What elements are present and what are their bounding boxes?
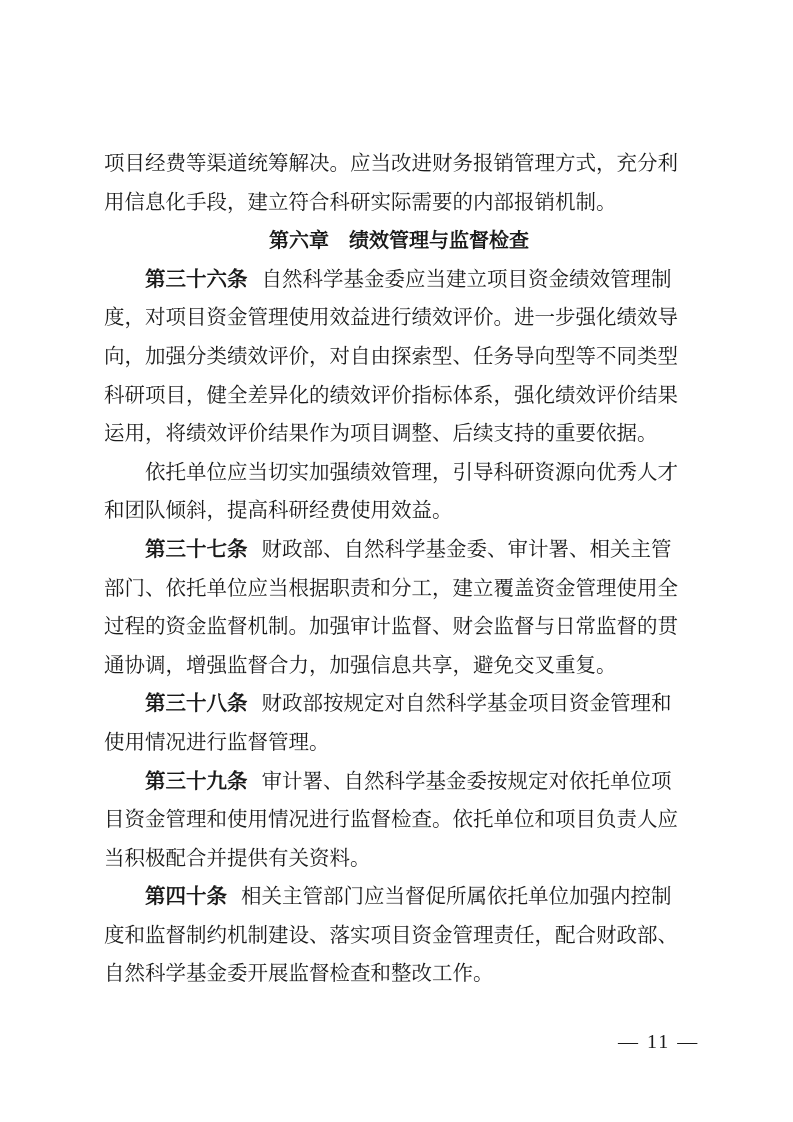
text-line: 依托单位应当切实加强绩效管理，引导科研资源向优秀人才 xyxy=(104,459,678,484)
text-line: 用信息化手段，建立符合科研实际需要的内部报销机制。 xyxy=(104,189,617,214)
text-line: 和团队倾斜，提高科研经费使用效益。 xyxy=(104,498,453,523)
article-36-first-line xyxy=(104,260,694,299)
text-line: 财政部、自然科学基金委、审计署、相关主管 xyxy=(261,536,672,561)
article-39-title: 第三十九条 xyxy=(145,768,248,793)
text-line: 自然科学基金委开展监督检查和整改工作。 xyxy=(104,961,494,986)
article-36-title: 第三十六条 xyxy=(145,266,248,291)
article-38-first-line xyxy=(104,684,694,723)
article-40-first-line xyxy=(104,877,694,916)
text-line: 当积极配合并提供有关资料。 xyxy=(104,845,371,870)
article-40-title: 第四十条 xyxy=(145,884,227,909)
article-38-title: 第三十八条 xyxy=(145,691,248,716)
text-line: 度和监督制约机制建设、落实项目资金管理责任，配合财政部、 xyxy=(104,922,678,947)
article-39-first-line xyxy=(104,762,694,801)
text-line: 相关主管部门应当督促所属依托单位加强内控制 xyxy=(241,884,672,909)
text-line: 项目经费等渠道统筹解决。应当改进财务报销管理方式，充分利 xyxy=(104,151,678,175)
text-line: 通协调，增强监督合力，加强信息共享，避免交叉重复。 xyxy=(104,652,617,677)
text-line: 目资金管理和使用情况进行监督检查。依托单位和项目负责人应 xyxy=(104,807,678,832)
text-line: 审计署、自然科学基金委按规定对依托单位项 xyxy=(261,768,672,793)
text-line: 财政部按规定对自然科学基金项目资金管理和 xyxy=(261,691,672,716)
text-line: 度，对项目资金管理使用效益进行绩效评价。进一步强化绩效导 xyxy=(104,305,678,330)
chapter-heading: 第六章 绩效管理与监督检查 xyxy=(269,228,529,253)
text-line: 自然科学基金委应当建立项目资金绩效管理制 xyxy=(261,266,672,291)
article-37-first-line xyxy=(104,530,694,569)
text-line: 向，加强分类绩效评价，对自由探索型、任务导向型等不同类型 xyxy=(104,343,678,368)
text-line: 部门、依托单位应当根据职责和分工，建立覆盖资金管理使用全 xyxy=(104,575,678,600)
text-line: 过程的资金监督机制。加强审计监督、财会监督与日常监督的贯 xyxy=(104,614,678,639)
document-body xyxy=(104,144,694,993)
article-37-title: 第三十七条 xyxy=(145,536,248,561)
text-line: 运用，将绩效评价结果作为项目调整、后续支持的重要依据。 xyxy=(104,421,658,446)
page-number: — 11 — xyxy=(618,1031,700,1053)
text-line: 使用情况进行监督管理。 xyxy=(104,729,330,754)
text-line: 科研项目，健全差异化的绩效评价指标体系，强化绩效评价结果 xyxy=(104,382,678,407)
